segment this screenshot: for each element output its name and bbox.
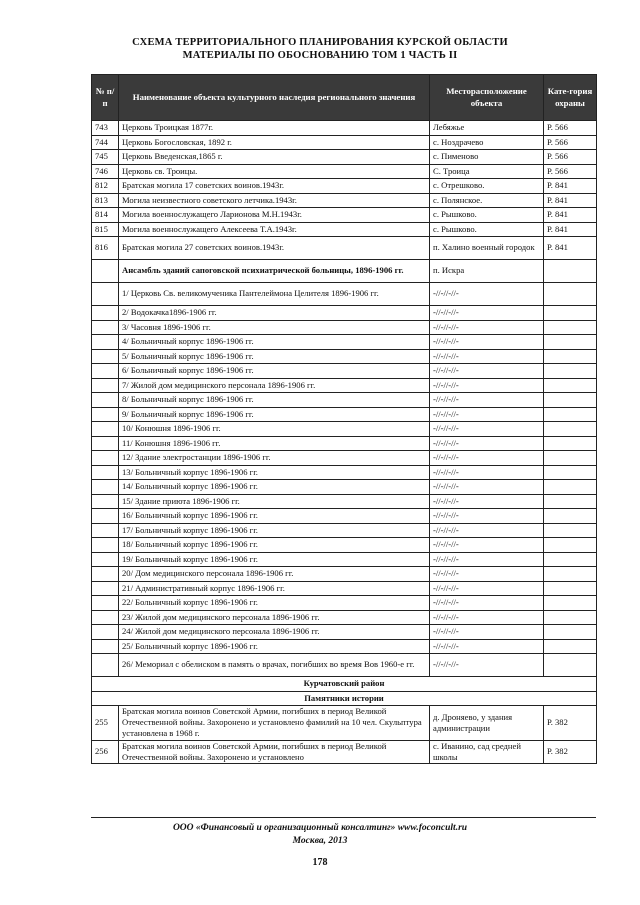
- table-row: [92, 407, 597, 422]
- cell-category: [544, 283, 597, 306]
- cell-location: с. Рышково.: [430, 222, 544, 237]
- cell-num: [92, 596, 119, 611]
- cell-location: -//-//-//-: [430, 654, 544, 677]
- table-row: [92, 283, 597, 306]
- cell-num: [92, 523, 119, 538]
- cell-name: Ансамбль зданий сапоговской психиатрической больницы, 1896-1906 гг.: [119, 260, 430, 283]
- cell-num: [92, 422, 119, 437]
- cell-category: [544, 552, 597, 567]
- cell-location: -//-//-//-: [430, 393, 544, 408]
- cell-category: [544, 509, 597, 524]
- table-row: [92, 480, 597, 495]
- cell-num: [92, 610, 119, 625]
- cell-location: д. Дроняево, у здания администрации: [430, 706, 544, 741]
- cell-name: 23/ Жилой дом медицинского персонала 1896-1906 гг.: [119, 610, 430, 625]
- cell-category: Р. 841: [544, 222, 597, 237]
- cell-category: [544, 625, 597, 640]
- cell-category: [544, 436, 597, 451]
- table-row: [92, 306, 597, 321]
- cell-location: -//-//-//-: [430, 538, 544, 553]
- cell-name: Могила неизвестного советского летчика.1943г.: [119, 193, 430, 208]
- table-row: [92, 494, 597, 509]
- table-row: [92, 465, 597, 480]
- table-row: [92, 654, 597, 677]
- table-row: [92, 523, 597, 538]
- cell-location: п. Халино военный городок: [430, 237, 544, 260]
- cell-name: 3/ Часовня 1896-1906 гг.: [119, 320, 430, 335]
- cell-num: [92, 639, 119, 654]
- cell-num: [92, 538, 119, 553]
- cell-location: -//-//-//-: [430, 581, 544, 596]
- table-row: [92, 222, 597, 237]
- cell-location: -//-//-//-: [430, 523, 544, 538]
- cell-num: 256: [92, 740, 119, 763]
- cell-category: [544, 407, 597, 422]
- table-row: [92, 335, 597, 350]
- cell-name: 12/ Здание электростанции 1896-1906 гг.: [119, 451, 430, 466]
- table-row: [92, 552, 597, 567]
- cell-location: С. Троица: [430, 164, 544, 179]
- cell-location: -//-//-//-: [430, 422, 544, 437]
- cell-location: -//-//-//-: [430, 480, 544, 495]
- cell-name: 25/ Больничный корпус 1896-1906 гг.: [119, 639, 430, 654]
- cell-location: -//-//-//-: [430, 451, 544, 466]
- cell-name: 24/ Жилой дом медицинского персонала 1896-1906 гг.: [119, 625, 430, 640]
- cell-name: 9/ Больничный корпус 1896-1906 гг.: [119, 407, 430, 422]
- cell-location: Лебяжье: [430, 121, 544, 136]
- cell-name: 13/ Больничный корпус 1896-1906 гг.: [119, 465, 430, 480]
- cell-location: -//-//-//-: [430, 320, 544, 335]
- table-row: [92, 567, 597, 582]
- header-category: Кате-гория охраны: [544, 75, 597, 121]
- cell-name: 5/ Больничный корпус 1896-1906 гг.: [119, 349, 430, 364]
- footer-city-year: Москва, 2013: [292, 836, 348, 846]
- cell-category: Р. 566: [544, 164, 597, 179]
- header-name: Наименование объекта культурного наследия регионального значения: [119, 75, 430, 121]
- cell-num: [92, 581, 119, 596]
- page-number: 178: [312, 857, 328, 868]
- cell-name: Братская могила 17 советских воинов.1943г.: [119, 179, 430, 194]
- table-row: [92, 378, 597, 393]
- cell-location: с. Иванино, сад средней школы: [430, 740, 544, 763]
- cell-name: 26/ Мемориал с обелиском в память о врачах, погибших во время Вов 1960-е гг.: [119, 654, 430, 677]
- cell-name: 4/ Больничный корпус 1896-1906 гг.: [119, 335, 430, 350]
- cell-name: 2/ Водокачка1896-1906 гг.: [119, 306, 430, 321]
- cell-category: [544, 349, 597, 364]
- cell-category: [544, 451, 597, 466]
- cell-category: [544, 581, 597, 596]
- cell-num: [92, 436, 119, 451]
- table-row: [92, 208, 597, 223]
- cell-name: 17/ Больничный корпус 1896-1906 гг.: [119, 523, 430, 538]
- cell-num: [92, 364, 119, 379]
- cell-num: [92, 320, 119, 335]
- cell-num: [92, 480, 119, 495]
- header-num: № п/п: [92, 75, 119, 121]
- table-row: [92, 150, 597, 165]
- cell-num: 746: [92, 164, 119, 179]
- cell-category: Р. 382: [544, 706, 597, 741]
- header-location: Месторасположение объекта: [430, 75, 544, 121]
- cell-location: с. Отрешково.: [430, 179, 544, 194]
- cell-category: [544, 393, 597, 408]
- cell-location: -//-//-//-: [430, 378, 544, 393]
- cell-location: -//-//-//-: [430, 407, 544, 422]
- footer-company: ООО «Финансовый и организационный консалтинг» www.foconcult.ru: [172, 823, 468, 833]
- cell-num: [92, 349, 119, 364]
- cell-num: [92, 509, 119, 524]
- cell-category: [544, 596, 597, 611]
- cell-location: п. Искра: [430, 260, 544, 283]
- cell-category: [544, 494, 597, 509]
- cell-category: [544, 523, 597, 538]
- cell-category: Р. 841: [544, 208, 597, 223]
- monument-type-heading: Памятники истории: [92, 691, 597, 706]
- table-row: [92, 193, 597, 208]
- cell-location: -//-//-//-: [430, 567, 544, 582]
- cell-location: -//-//-//-: [430, 610, 544, 625]
- cell-name: Церковь Богословская, 1892 г.: [119, 135, 430, 150]
- cell-num: [92, 494, 119, 509]
- cell-name: Могила военнослужащего Алексеева Т.А.1943г.: [119, 222, 430, 237]
- document-subtitle: МАТЕРИАЛЫ ПО ОБОСНОВАНИЮ ТОМ 1 ЧАСТЬ II: [182, 50, 458, 61]
- cell-location: с. Рышково.: [430, 208, 544, 223]
- cell-location: -//-//-//-: [430, 465, 544, 480]
- table-row: [92, 349, 597, 364]
- table-row: [92, 179, 597, 194]
- cell-num: [92, 654, 119, 677]
- cell-name: 16/ Больничный корпус 1896-1906 гг.: [119, 509, 430, 524]
- table-row: [92, 436, 597, 451]
- section-row: [92, 677, 597, 692]
- cell-category: [544, 422, 597, 437]
- cell-name: Церковь Троицкая 1877г.: [119, 121, 430, 136]
- heritage-table: [91, 74, 597, 764]
- cell-num: [92, 465, 119, 480]
- table-row: [92, 237, 597, 260]
- cell-num: 813: [92, 193, 119, 208]
- cell-category: [544, 480, 597, 495]
- table-row: [92, 706, 597, 741]
- cell-name: Церковь св. Троицы.: [119, 164, 430, 179]
- table-row: [92, 581, 597, 596]
- cell-num: 744: [92, 135, 119, 150]
- document-title: СХЕМА ТЕРРИТОРИАЛЬНОГО ПЛАНИРОВАНИЯ КУРСКОЙ ОБЛАСТИ: [132, 37, 508, 48]
- cell-num: [92, 567, 119, 582]
- cell-num: [92, 306, 119, 321]
- cell-name: Братская могила воинов Советской Армии, погибших в период Великой Отечественной войны. Захоронено и установлено: [119, 740, 430, 763]
- cell-num: 812: [92, 179, 119, 194]
- cell-num: 745: [92, 150, 119, 165]
- cell-location: -//-//-//-: [430, 625, 544, 640]
- cell-num: 816: [92, 237, 119, 260]
- cell-name: 19/ Больничный корпус 1896-1906 гг.: [119, 552, 430, 567]
- table-row: [92, 538, 597, 553]
- cell-category: [544, 639, 597, 654]
- cell-location: с. Пименово: [430, 150, 544, 165]
- cell-num: 255: [92, 706, 119, 741]
- cell-location: с. Полянское.: [430, 193, 544, 208]
- cell-category: Р. 841: [544, 193, 597, 208]
- cell-location: -//-//-//-: [430, 436, 544, 451]
- cell-name: 7/ Жилой дом медицинского персонала 1896-1906 гг.: [119, 378, 430, 393]
- cell-category: [544, 538, 597, 553]
- cell-name: 1/ Церковь Св. великомученика Пантелеймона Целителя 1896-1906 гг.: [119, 283, 430, 306]
- cell-category: Р. 841: [544, 179, 597, 194]
- table-row: [92, 121, 597, 136]
- table-row: [92, 625, 597, 640]
- table-row: [92, 610, 597, 625]
- cell-num: [92, 552, 119, 567]
- cell-category: [544, 364, 597, 379]
- cell-name: Могила военнослужащего Ларионова М.Н.1943г.: [119, 208, 430, 223]
- cell-category: [544, 306, 597, 321]
- cell-location: -//-//-//-: [430, 552, 544, 567]
- table-row: [92, 320, 597, 335]
- cell-name: 6/ Больничный корпус 1896-1906 гг.: [119, 364, 430, 379]
- cell-location: -//-//-//-: [430, 596, 544, 611]
- table-row: [92, 135, 597, 150]
- cell-location: -//-//-//-: [430, 306, 544, 321]
- cell-num: [92, 283, 119, 306]
- cell-category: [544, 320, 597, 335]
- cell-num: [92, 625, 119, 640]
- cell-category: Р. 841: [544, 237, 597, 260]
- cell-name: 14/ Больничный корпус 1896-1906 гг.: [119, 480, 430, 495]
- district-heading: Курчатовский район: [92, 677, 597, 692]
- footer-divider: [91, 817, 596, 818]
- cell-num: [92, 451, 119, 466]
- cell-category: [544, 654, 597, 677]
- table-row: [92, 451, 597, 466]
- cell-location: с. Ноздрачево: [430, 135, 544, 150]
- cell-name: Братская могила воинов Советской Армии, погибших в период Великой Отечественной войны. Захоронено и установлено фамилий на 10 чел. Скульптура установлена в 1968 г.: [119, 706, 430, 741]
- cell-location: -//-//-//-: [430, 509, 544, 524]
- cell-category: Р. 566: [544, 150, 597, 165]
- table-row: [92, 509, 597, 524]
- cell-category: Р. 382: [544, 740, 597, 763]
- cell-num: [92, 407, 119, 422]
- cell-name: 15/ Здание приюта 1896-1906 гг.: [119, 494, 430, 509]
- table-row: [92, 639, 597, 654]
- cell-name: 22/ Больничный корпус 1896-1906 гг.: [119, 596, 430, 611]
- cell-num: [92, 378, 119, 393]
- cell-name: 20/ Дом медицинского персонала 1896-1906 гг.: [119, 567, 430, 582]
- cell-category: [544, 260, 597, 283]
- cell-name: Братская могила 27 советских воинов.1943г.: [119, 237, 430, 260]
- cell-location: -//-//-//-: [430, 335, 544, 350]
- cell-category: Р. 566: [544, 135, 597, 150]
- cell-num: 814: [92, 208, 119, 223]
- table-row: [92, 260, 597, 283]
- cell-name: Церковь Введенская,1865 г.: [119, 150, 430, 165]
- cell-location: -//-//-//-: [430, 349, 544, 364]
- cell-location: -//-//-//-: [430, 283, 544, 306]
- cell-category: Р. 566: [544, 121, 597, 136]
- cell-category: [544, 465, 597, 480]
- cell-name: 8/ Больничный корпус 1896-1906 гг.: [119, 393, 430, 408]
- section-row: [92, 691, 597, 706]
- cell-num: [92, 335, 119, 350]
- cell-num: 815: [92, 222, 119, 237]
- table-row: [92, 740, 597, 763]
- cell-location: -//-//-//-: [430, 639, 544, 654]
- cell-num: [92, 260, 119, 283]
- cell-category: [544, 567, 597, 582]
- table-row: [92, 596, 597, 611]
- cell-name: 11/ Конюшня 1896-1906 гг.: [119, 436, 430, 451]
- cell-num: 743: [92, 121, 119, 136]
- cell-location: -//-//-//-: [430, 494, 544, 509]
- table-row: [92, 422, 597, 437]
- table-row: [92, 364, 597, 379]
- cell-category: [544, 610, 597, 625]
- cell-category: [544, 335, 597, 350]
- table-row: [92, 393, 597, 408]
- cell-name: 21/ Административный корпус 1896-1906 гг.: [119, 581, 430, 596]
- table-row: [92, 164, 597, 179]
- cell-location: -//-//-//-: [430, 364, 544, 379]
- cell-name: 10/ Конюшня 1896-1906 гг.: [119, 422, 430, 437]
- cell-num: [92, 393, 119, 408]
- cell-category: [544, 378, 597, 393]
- cell-name: 18/ Больничный корпус 1896-1906 гг.: [119, 538, 430, 553]
